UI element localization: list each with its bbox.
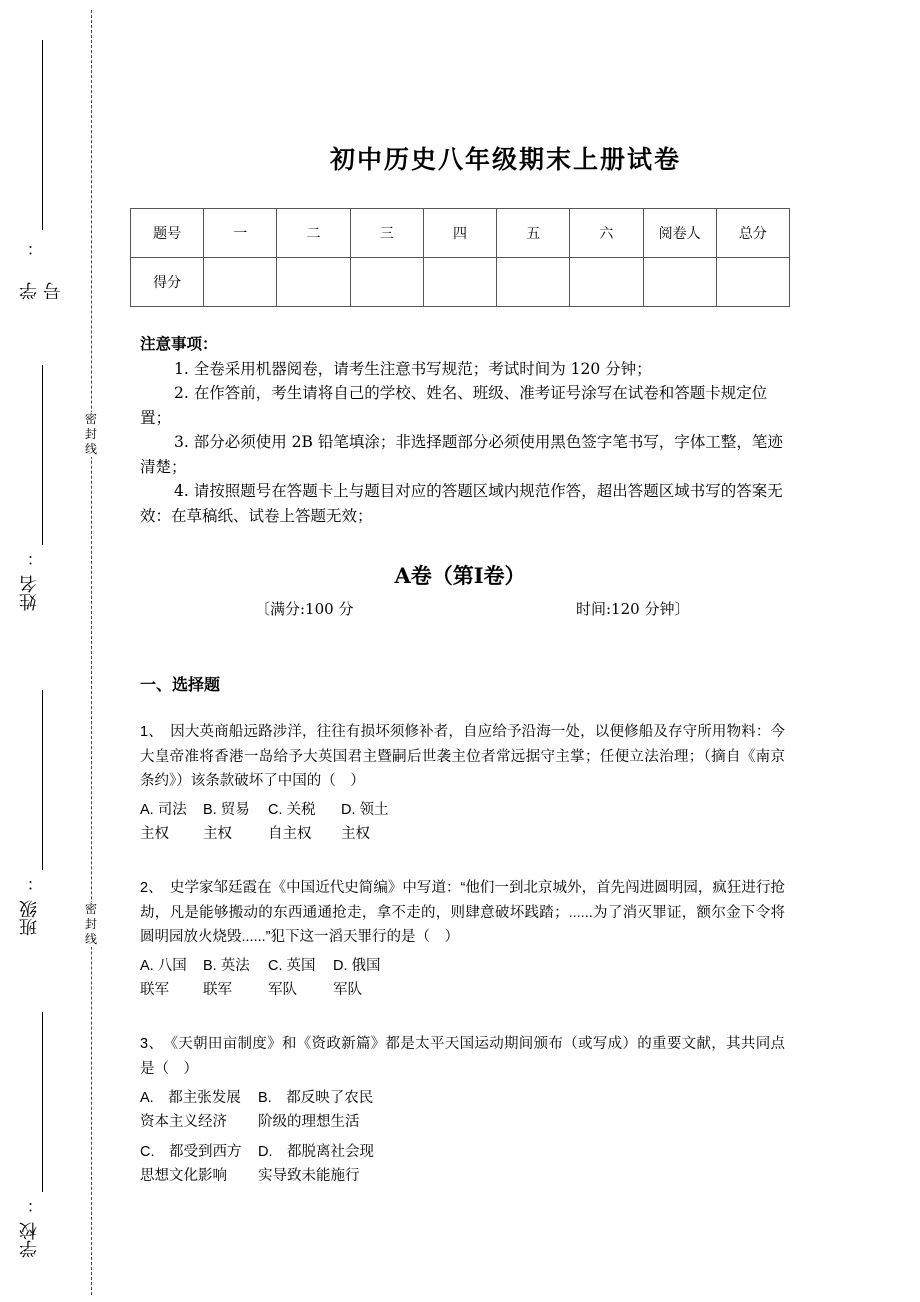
score-table-header-row (131, 209, 790, 258)
option-a[interactable]: A. 都主张发展 资本主义经济 (140, 1090, 241, 1130)
question-stem: 1、 因大英商船远路涉洋，往往有损坏须修补者，自应给予沿海一处，以便修船及存守所用物料：今大皇帝准将香港一岛给予大英国君主暨嗣后世袭主位者常远据守主掌；任便立法治理；（摘自《南京条约》）该条款破坏了中国的（ ） (140, 724, 785, 789)
class-line (42, 690, 43, 870)
name-field[interactable]: ： 姓名 (18, 365, 48, 625)
note-item: 3. 部分必须使用 2B 铅笔填涂；非选择题部分必须使用黑色签字笔书写，字体工整，笔迹清楚； (140, 433, 783, 476)
student-id-label: 学号 (19, 282, 64, 300)
header-cell: 一 (204, 209, 277, 258)
option-d[interactable]: D. 俄国 军队 (333, 958, 381, 998)
option-d[interactable]: D. 都脱离社会现 实导致未能施行 (258, 1144, 374, 1184)
score-cell[interactable] (204, 258, 277, 307)
seal-mark-lower: 密封线 (82, 902, 100, 947)
note-item: 1. 全卷采用机器阅卷，请考生注意书写规范；考试时间为 120 分钟； (174, 359, 652, 378)
option-c[interactable]: C. 关税 自主权 (268, 802, 316, 842)
option-b[interactable]: B. 都反映了农民 阶级的理想生活 (258, 1090, 374, 1130)
option-d[interactable]: D. 领土 主权 (341, 802, 389, 842)
header-cell: 五 (497, 209, 570, 258)
exam-title: 初中历史八年级期末上册试卷 (330, 145, 682, 174)
name-label: 姓名 (19, 575, 40, 611)
header-cell: 总分 (716, 209, 789, 258)
score-cell[interactable] (350, 258, 423, 307)
score-cell[interactable] (570, 258, 643, 307)
score-cell[interactable] (277, 258, 350, 307)
note-item: 2. 在作答前，考生请将自己的学校、姓名、班级、准考证号涂写在试卷和答题卡规定位置； (140, 384, 768, 427)
question-1 (140, 720, 785, 794)
score-cell[interactable] (423, 258, 496, 307)
score-row-label: 得分 (131, 258, 204, 307)
score-cell[interactable] (643, 258, 716, 307)
option-b[interactable]: B. 贸易 主权 (203, 802, 250, 842)
option-b[interactable]: B. 英法 联军 (203, 958, 250, 998)
score-table-score-row (131, 258, 790, 307)
option-c[interactable]: C. 英国 军队 (268, 958, 316, 998)
class-label: 班级 (19, 900, 40, 936)
option-c[interactable]: C. 都受到西方 思想文化影响 (140, 1144, 242, 1184)
option-a[interactable]: A. 八国 联军 (140, 958, 187, 998)
header-cell: 六 (570, 209, 643, 258)
header-cell: 四 (423, 209, 496, 258)
note-item: 4. 请按照题号在答题卡上与题目对应的答题区域内规范作答，超出答题区域书写的答案无效：在草稿纸、试卷上答题无效； (140, 482, 783, 525)
score-cell[interactable] (716, 258, 789, 307)
question-stem: 3、 《天朝田亩制度》和《资政新篇》都是太平天国运动期间颁布（或写成）的重要文献，其共同点是（ ） (140, 1036, 785, 1077)
question-2 (140, 876, 785, 950)
exam-time: 时间:120 分钟〕 (576, 600, 690, 618)
notes-heading: 注意事项： (140, 334, 218, 353)
header-cell: 二 (277, 209, 350, 258)
name-line (42, 365, 43, 545)
school-line (42, 1012, 43, 1192)
student-id-field[interactable]: ： 学号 (18, 40, 48, 300)
question-stem: 2、 史学家邹廷霞在《中国近代史简编》中写道：“他们一到北京城外，首先闯进圆明园，疯狂进行抢劫，凡是能够搬动的东西通通抢走，拿不走的，则肆意破坏践踏；......为了消灭罪证，额尔金下令将圆明园放火烧毁......”犯下这一滔天罪行的是（ ） (140, 880, 785, 945)
question-3 (140, 1032, 785, 1081)
score-table (130, 208, 790, 307)
part-one-title: 一、选择题 (140, 675, 221, 694)
school-field[interactable]: ： 学校 (18, 1012, 48, 1287)
option-a[interactable]: A. 司法 主权 (140, 802, 187, 842)
header-cell: 题号 (131, 209, 204, 258)
school-label: 学校 (19, 1222, 40, 1258)
class-field[interactable]: ： 班级 (18, 690, 48, 950)
seal-mark-upper: 密封线 (82, 412, 100, 457)
full-score: 〔满分:100 分 (255, 600, 354, 618)
exam-notes (140, 332, 790, 528)
student-id-line (42, 40, 43, 230)
binding-dashed-line (91, 10, 92, 1295)
section-a-title: A卷（第Ⅰ卷） (394, 563, 526, 588)
header-cell: 三 (350, 209, 423, 258)
header-cell: 阅卷人 (643, 209, 716, 258)
score-cell[interactable] (497, 258, 570, 307)
